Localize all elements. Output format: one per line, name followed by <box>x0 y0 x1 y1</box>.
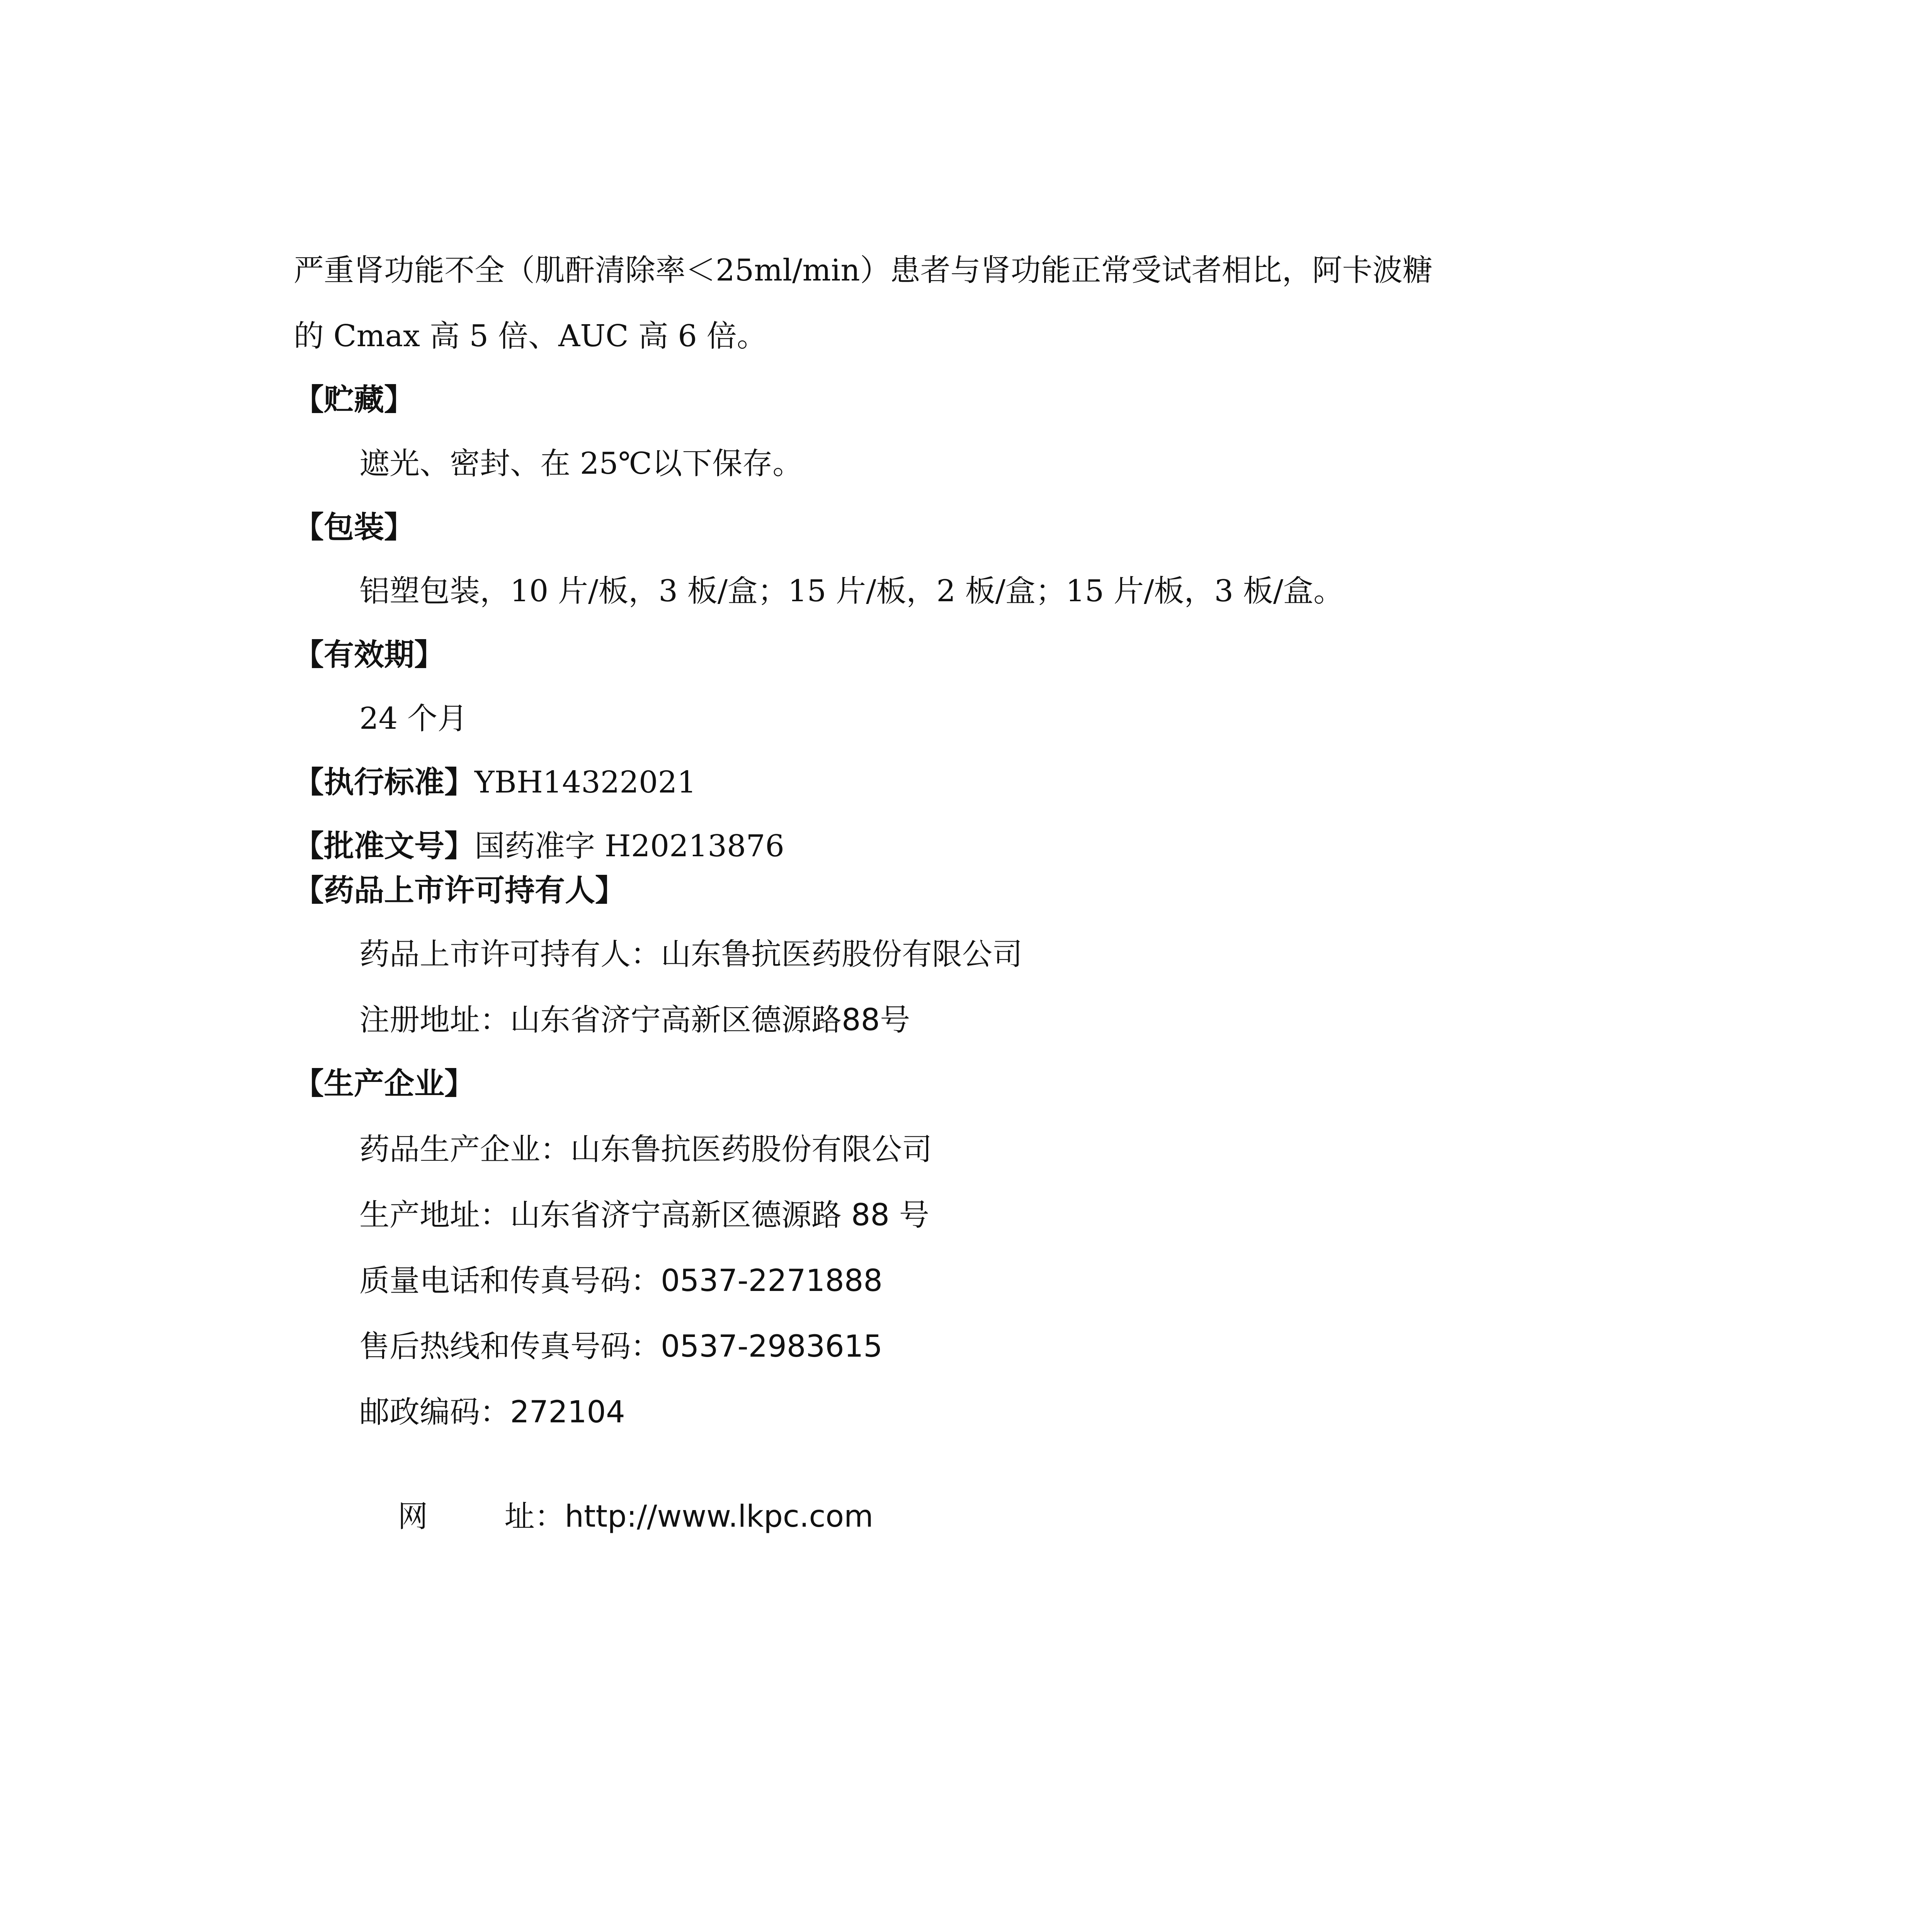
service-phone: 0537-2983615 <box>661 1329 883 1364</box>
storage-text: 遮光、密封、在 25℃以下保存。 <box>359 446 803 481</box>
packaging-text: 铝塑包装，10 片/板，3 板/盒；15 片/板，2 板/盒；15 片/板，3 板/盒。 <box>359 574 1344 609</box>
quality-phone: 0537-2271888 <box>661 1264 883 1298</box>
storage-heading: 【贮藏】 <box>294 383 415 417</box>
quality-phone-row <box>359 1262 883 1300</box>
website-link[interactable]: http://www.lkpc.com <box>565 1499 874 1534</box>
service-phone-row <box>359 1327 883 1366</box>
manufacturer-heading: 【生产企业】 <box>294 1066 475 1101</box>
intro-line-1: 严重肾功能不全（肌酐清除率＜25ml/min）患者与肾功能正常受试者相比，阿卡波糖 <box>294 253 1433 288</box>
holder-name: 药品上市许可持有人：山东鲁抗医药股份有限公司 <box>359 937 1023 972</box>
validity-text: 24 个月 <box>359 701 468 736</box>
postcode-label: 邮政编码： <box>359 1395 510 1430</box>
holder-heading: 【药品上市许可持有人】 <box>294 873 626 908</box>
standard-row <box>294 763 696 802</box>
approval-heading: 【批准文号】 <box>294 829 475 864</box>
approval-row <box>294 827 784 866</box>
approval-value: 国药准字 H20213876 <box>475 829 784 864</box>
manufacturer-address: 生产地址：山东省济宁高新区德源路 88 号 <box>359 1198 929 1233</box>
quality-phone-label: 质量电话和传真号码： <box>359 1264 661 1298</box>
standard-value: YBH14322021 <box>475 765 696 800</box>
standard-heading: 【执行标准】 <box>294 765 475 800</box>
validity-heading: 【有效期】 <box>294 638 445 672</box>
intro-line-2: 的 Cmax 高 5 倍、AUC 高 6 倍。 <box>294 319 767 354</box>
postcode-row <box>359 1393 625 1432</box>
manufacturer-name: 药品生产企业：山东鲁抗医药股份有限公司 <box>359 1132 932 1167</box>
website-label: 网 址： <box>398 1499 565 1534</box>
service-phone-label: 售后热线和传真号码： <box>359 1329 661 1364</box>
holder-address: 注册地址：山东省济宁高新区德源路88号 <box>359 1003 910 1037</box>
packaging-heading: 【包装】 <box>294 510 415 545</box>
website-row <box>359 1459 873 1575</box>
postcode: 272104 <box>510 1395 625 1430</box>
